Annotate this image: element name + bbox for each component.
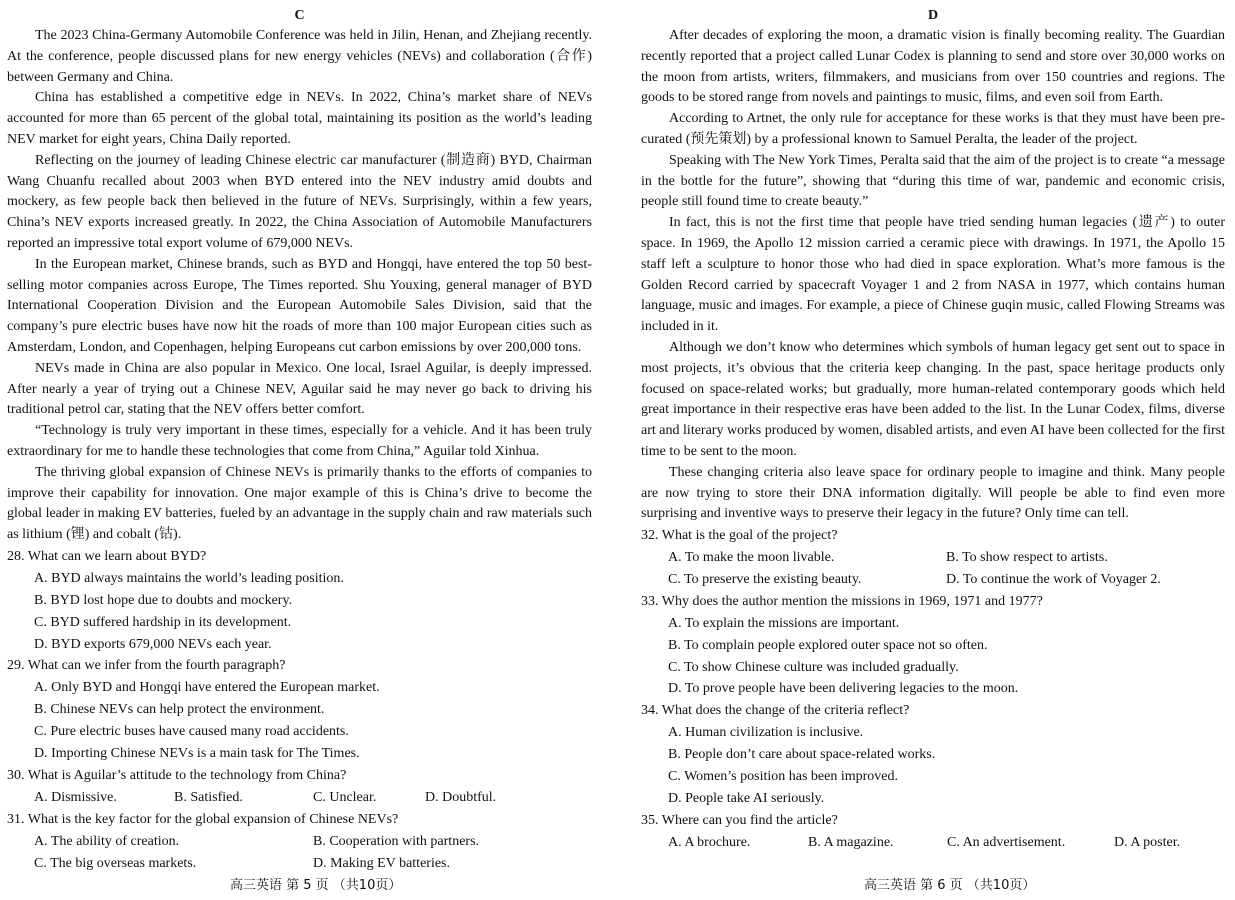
question-33 <box>641 591 1225 701</box>
option-a: A. The ability of creation. <box>34 833 180 849</box>
left-page <box>7 6 592 875</box>
option-b: B. Chinese NEVs can help protect the environment. <box>34 702 325 718</box>
passage-paragraph: Reflecting on the journey of leading Chinese electric car manufacturer (制造商) BYD, Chairman Wang Chuanfu recalled about 2003 when BYD entered into the NEV industry amid doubts and mockery, as few people back then believed in the future of NEVs. Surprisingly, within a few years, China’s NEV exports increased greatly. In 2022, the China Association of Automobile Manufacturers reported an impressive total export volume of 679,000 NEVs. <box>7 152 592 251</box>
option-b: B. To complain people explored outer space not so often. <box>668 637 988 653</box>
option-a: A. A brochure. <box>668 834 751 850</box>
option-d: D. To prove people have been delivering legacies to the moon. <box>668 681 1019 697</box>
page-footer-right: 高三英语 第 6 页 （共10页） <box>864 878 1036 893</box>
passage-paragraph: In fact, this is not the first time that people have tried sending human legacies (遗产) to outer space. In 1969, the Apollo 12 mission carried a ceramic piece with drawings. In 1971, the Apollo 15 staff left a sculpture to honor those who had died in space exploration. What’s more famous is the Golden Record carried by spacecraft Voyager 1 and 2 from NASA in 1977, which contains human language, music and images. For example, a piece of Chinese guqin music, called Flowing Streams was included in it. <box>641 215 1225 335</box>
question-stem: 29. What can we infer from the fourth paragraph? <box>7 658 286 674</box>
options-row <box>641 832 1225 854</box>
passage-paragraph: “Technology is truly very important in these times, especially for a vehicle. And it has been truly extraordinary for me to handle these technologies that come from China,” Aguilar told Xinhua. <box>7 423 592 459</box>
option-d: D. Doubtful. <box>425 789 497 805</box>
option-b: B. People don’t care about space-related works. <box>668 747 936 763</box>
passage-paragraph: According to Artnet, the only rule for acceptance for these works is that they must have been pre-curated (预先策划) by a professional known to Samuel Peralta, the leader of the project. <box>641 111 1225 147</box>
option-a: A. To make the moon livable. <box>668 550 835 566</box>
passage-paragraph: In the European market, Chinese brands, such as BYD and Hongqi, have entered the top 50 best-selling motor companies across Europe, The Times reported. Shu Youxing, general manager of BYD International Cooperation Division and the European Automobile Sales Division, said that the company’s pure electric buses have now hit the roads of more than 100 major European cities such as Amsterdam, London, and Copenhagen, helping Europeans cut carbon emissions by over 200,000 tons. <box>7 256 592 355</box>
question-29 <box>7 655 592 765</box>
option-d: D. Importing Chinese NEVs is a main task for The Times. <box>34 746 360 762</box>
option-c: C. An advertisement. <box>947 834 1066 850</box>
question-32 <box>641 525 1225 591</box>
option-c: C. To preserve the existing beauty. <box>668 571 862 587</box>
option-b: B. BYD lost hope due to doubts and mockery. <box>34 592 293 608</box>
option-c: C. BYD suffered hardship in its development. <box>34 614 292 630</box>
question-stem: 32. What is the goal of the project? <box>641 528 838 544</box>
options-row <box>641 547 1225 569</box>
question-34 <box>641 700 1225 810</box>
question-stem: 34. What does the change of the criteria reflect? <box>641 703 910 719</box>
section-title-d: D <box>927 8 939 23</box>
passage-paragraph: These changing criteria also leave space for ordinary people to imagine and think. Many people are now trying to store their DNA information digitally. Will people be able to find even more surprising and inventive ways to preserve their legacy in the future? Only time can tell. <box>641 464 1225 522</box>
option-b: B. Cooperation with partners. <box>313 833 480 849</box>
passage-paragraph: After decades of exploring the moon, a dramatic vision is finally becoming reality. The Guardian recently reported that a project called Lunar Codex is planning to send and store over 30,000 works on the moon from artists, writers, filmmakers, and musicians from over 150 countries and regions. The goods to be stored range from novels and paintings to music, films, and even soil from Earth. <box>641 28 1225 106</box>
question-stem: 31. What is the key factor for the global expansion of Chinese NEVs? <box>7 811 399 827</box>
option-a: A. Human civilization is inclusive. <box>668 725 864 741</box>
passage-paragraph: The 2023 China-Germany Automobile Conference was held in Jilin, Henan, and Zhejiang recently. At the conference, people discussed plans for new energy vehicles (NEVs) and collaboration (合作) between Germany and China. <box>7 28 592 85</box>
options-row <box>7 853 592 875</box>
question-30 <box>7 765 592 809</box>
options-row <box>641 569 1225 591</box>
options-row <box>7 831 592 853</box>
question-stem: 30. What is Aguilar’s attitude to the technology from China? <box>7 767 347 783</box>
option-a: A. Dismissive. <box>34 789 117 805</box>
option-c: C. Women’s position has been improved. <box>668 769 898 785</box>
passage-paragraph: China has established a competitive edge in NEVs. In 2022, China’s market share of NEVs accounted for more than 65 percent of the global total, maintaining its position as the world’s leading NEV market for eight years, China Daily reported. <box>7 90 592 147</box>
option-d: D. People take AI seriously. <box>668 791 825 806</box>
passage-paragraph: NEVs made in China are also popular in Mexico. One local, Israel Aguilar, is deeply impressed. After nearly a year of trying out a Chinese NEV, Aguilar said he may never go back to driving his traditional petrol car, stating that the NEV offers better comfort. <box>7 360 592 418</box>
option-c: C. To show Chinese culture was included gradually. <box>668 659 959 675</box>
option-c: C. The big overseas markets. <box>34 855 197 871</box>
option-c: C. Pure electric buses have caused many road accidents. <box>34 724 349 740</box>
option-a: A. Only BYD and Hongqi have entered the European market. <box>34 680 380 696</box>
passage-paragraph: Although we don’t know who determines which symbols of human legacy get sent out to space in most projects, it’s obvious that the criteria keep changing. In the past, space heritage products only focused on space-related works; but gradually, more human-related contemporary goods which held great importance in their respective eras have been added to the list. In the Lunar Codex, films, diverse art and literary works produced by women, disabled artists, and even AI have been collected for the first time to be sent to the moon. <box>641 339 1225 459</box>
question-stem: 33. Why does the author mention the missions in 1969, 1971 and 1977? <box>641 593 1043 609</box>
option-d: D. Making EV batteries. <box>313 855 450 871</box>
right-page <box>641 6 1225 854</box>
question-35 <box>641 810 1225 854</box>
page-footer-left: 高三英语 第 5 页 （共10页） <box>230 878 402 893</box>
option-d: D. BYD exports 679,000 NEVs each year. <box>34 636 272 652</box>
passage-paragraph: Speaking with The New York Times, Peralta said that the aim of the project is to create “a message in the bottle for the future”, showing that “during this time of war, pandemic and economic crisis, people still found time to create beauty.” <box>641 152 1225 210</box>
option-b: B. A magazine. <box>808 834 894 850</box>
option-d: D. To continue the work of Voyager 2. <box>946 571 1161 587</box>
section-title-c: C <box>294 8 305 23</box>
option-d: D. A poster. <box>1114 834 1181 850</box>
option-a: A. To explain the missions are important. <box>668 615 900 631</box>
question-stem: 28. What can we learn about BYD? <box>7 548 207 564</box>
options-row <box>7 787 592 809</box>
option-b: B. To show respect to artists. <box>946 550 1108 566</box>
question-31 <box>7 809 592 875</box>
option-c: C. Unclear. <box>313 789 377 805</box>
question-28 <box>7 546 592 656</box>
option-a: A. BYD always maintains the world’s leading position. <box>34 570 344 586</box>
question-stem: 35. Where can you find the article? <box>641 812 838 828</box>
passage-paragraph: The thriving global expansion of Chinese NEVs is primarily thanks to the efforts of companies to improve their capability for innovation. One major example of this is China’s drive to become the global leader in making EV batteries, fueled by an advantage in the supply chain and raw materials such as lithium (锂) and cobalt (钴). <box>7 464 592 543</box>
option-b: B. Satisfied. <box>174 789 243 805</box>
